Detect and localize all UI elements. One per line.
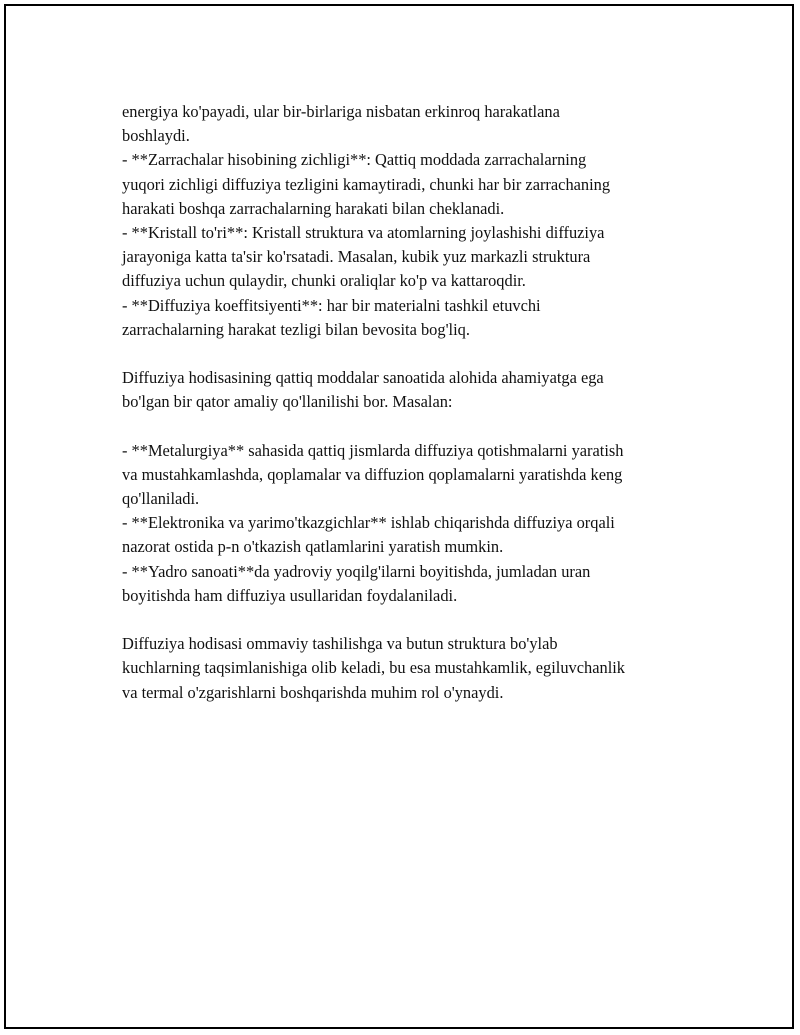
paragraph-conclusion: [122, 632, 712, 705]
text-line: energiya ko'payadi, ular bir-birlariga nisbatan erkinroq harakatlana: [122, 102, 560, 121]
text-line: Diffuziya hodisasining qattiq moddalar sanoatida alohida ahamiyatga ega: [122, 368, 604, 388]
paragraph-gap: [122, 342, 712, 366]
text-line: boshlaydi.: [122, 126, 190, 146]
text-line: boyitishda ham diffuziya usullaridan foydalaniladi.: [122, 585, 458, 605]
document-body: [122, 100, 712, 705]
text-line: va termal o'zgarishlarni boshqarishda muhim rol o'ynaydi.: [122, 682, 504, 702]
paragraph-gap: [122, 414, 712, 438]
text-line: zarrachalarning harakat tezligi bilan bevosita bog'liq.: [122, 319, 470, 339]
text-line: qo'llaniladi.: [122, 489, 200, 508]
paragraph-gap: [122, 608, 712, 632]
text-line: va mustahkamlashda, qoplamalar va diffuzion qoplamalarni yaratishda keng: [122, 464, 623, 484]
paragraph-properties: [122, 100, 712, 342]
text-line: - **Yadro sanoati**da yadroviy yoqilg'ilarni boyitishda, jumladan uran: [122, 561, 591, 581]
text-line: - **Elektronika va yarimo'tkazgichlar** ishlab chiqarishda diffuziya orqali: [122, 513, 615, 533]
paragraph-applications-list: [122, 439, 712, 608]
paragraph-applications-intro: [122, 366, 712, 414]
text-line: - **Kristall to'ri**: Kristall struktura va atomlarning joylashishi diffuziya: [122, 222, 605, 242]
text-line: jarayoniga katta ta'sir ko'rsatadi. Masalan, kubik yuz markazli struktura: [122, 247, 591, 267]
text-line: kuchlarning taqsimlanishiga olib keladi, bu esa mustahkamlik, egiluvchanlik: [122, 658, 625, 678]
text-line: yuqori zichligi diffuziya tezligini kamaytiradi, chunki har bir zarrachaning: [122, 174, 611, 194]
text-line: diffuziya uchun qulaydir, chunki oraliqlar ko'p va kattaroqdir.: [122, 271, 526, 291]
text-line: harakati boshqa zarrachalarning harakati bilan cheklanadi.: [122, 198, 505, 218]
text-line: Diffuziya hodisasi ommaviy tashilishga va butun struktura bo'ylab: [122, 634, 558, 654]
text-line: nazorat ostida p-n o'tkazish qatlamlarini yaratish mumkin.: [122, 537, 504, 557]
text-line: - **Metalurgiya** sahasida qattiq jismlarda diffuziya qotishmalarni yaratish: [122, 440, 624, 460]
text-line: - **Diffuziya koeffitsiyenti**: har bir materialni tashkil etuvchi: [122, 295, 541, 315]
text-line: - **Zarrachalar hisobining zichligi**: Qattiq moddada zarrachalarning: [122, 150, 587, 170]
text-line: bo'lgan bir qator amaliy qo'llanilishi bor. Masalan:: [122, 392, 453, 412]
page-border: [4, 4, 794, 1029]
